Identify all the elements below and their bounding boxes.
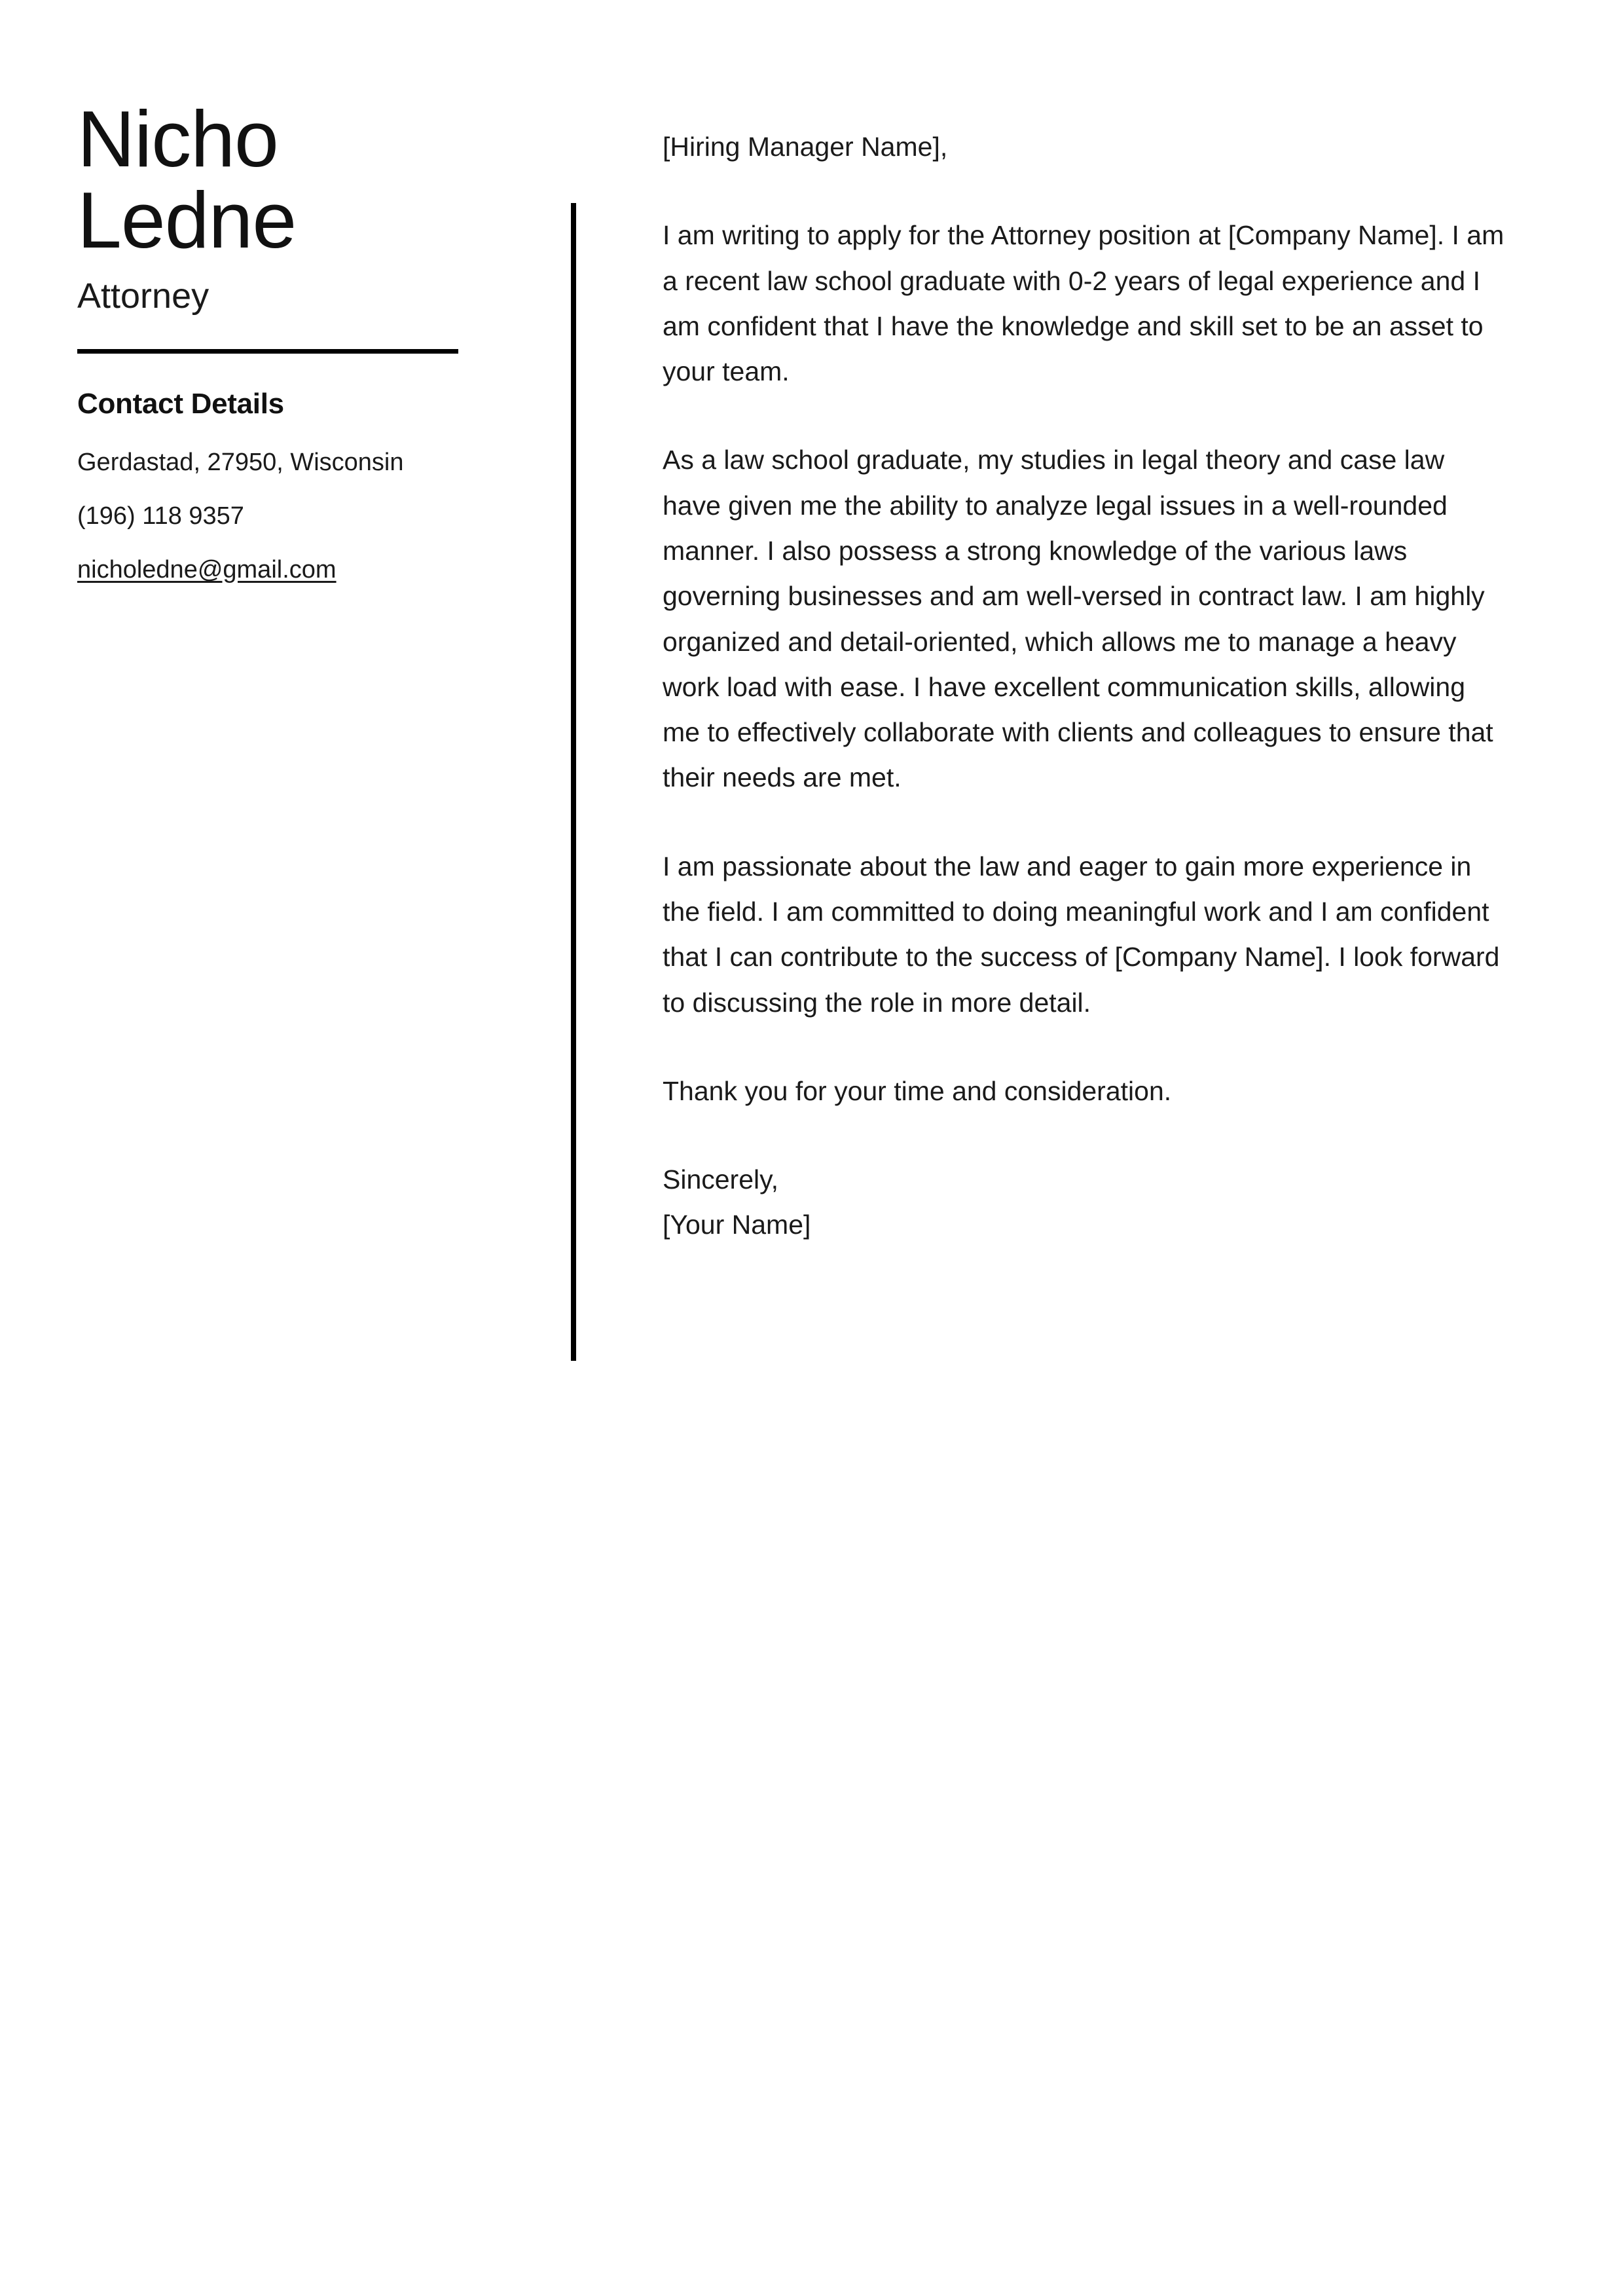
letter-signoff (663, 1157, 1507, 1248)
header-divider (77, 349, 458, 354)
applicant-name (77, 94, 483, 265)
name-line-first: Nicho (77, 94, 278, 183)
letter-paragraph-3: I am passionate about the law and eager to gain more experience in the field. I am committed to doing meaningful work and I am confident that I can contribute to the success of [Company Name]. I look forward to discussing the role in more detail. (663, 851, 1500, 1018)
letter-signature: [Your Name] (663, 1210, 811, 1240)
letter-paragraph-1: I am writing to apply for the Attorney position at [Company Name]. I am a recent law school graduate with 0-2 years of legal experience and I am confident that I have the knowledge and skill set to be an asset to your team. (663, 220, 1504, 387)
contact-phone: (196) 118 9357 (77, 502, 244, 530)
contact-details-list (77, 445, 483, 588)
sidebar (77, 94, 483, 588)
contact-email-link[interactable]: nicholedne@gmail.com (77, 555, 337, 583)
contact-address: Gerdastad, 27950, Wisconsin (77, 448, 404, 476)
contact-email-row (77, 553, 483, 588)
name-line-last: Ledne (77, 176, 297, 265)
job-title: Attorney (77, 276, 210, 316)
letter-salutation: [Hiring Manager Name], (663, 132, 948, 162)
letter-paragraph-2: As a law school graduate, my studies in legal theory and case law have given me the ability to analyze legal issues in a well-rounded manner. I also possess a strong knowledge of the various laws governing businesses and am well-versed in contract law. I am highly organized and detail-oriented, which allows me to manage a heavy work load with ease. I have excellent communication skills, allowing me to effectively collaborate with clients and colleagues to ensure that their needs are met. (663, 445, 1493, 793)
letter-body (663, 124, 1507, 1248)
letter-paragraph-4: Thank you for your time and consideration. (663, 1075, 1172, 1106)
contact-details-heading: Contact Details (77, 387, 284, 420)
column-divider (571, 203, 576, 1361)
letter-closing: Sincerely, (663, 1164, 778, 1195)
